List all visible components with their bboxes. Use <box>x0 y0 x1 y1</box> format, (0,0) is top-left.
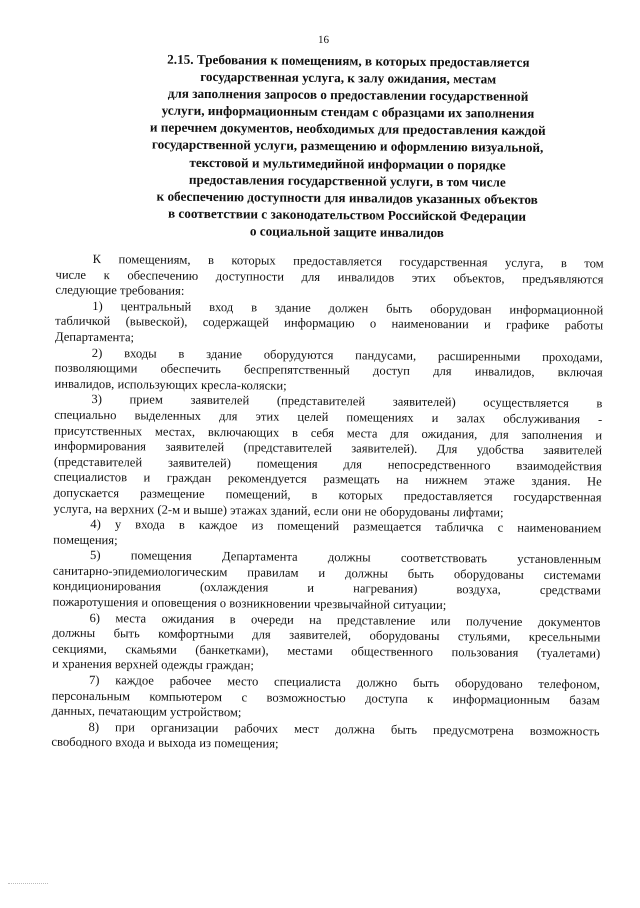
requirement-item-2 <box>54 345 602 397</box>
requirement-item-4 <box>53 517 601 553</box>
text-line: персональным компьютером с возможностью доступа к информационным базам <box>51 688 600 708</box>
text-line: (представителей заявителей) помещения для непосредственного взаимодействия <box>53 454 602 474</box>
heading-line: текстовой и мультимедийной информации о порядке <box>189 154 506 173</box>
text-line: 3) прием заявителей (представителей заявителей) осуществляется в <box>91 392 603 411</box>
text-line: 5) помещения Департамента должны соответствовать установленным <box>90 548 602 567</box>
text-line: числе к обеспечению доступности для инвалидов этих объектов, предъявляются <box>55 267 604 287</box>
text-line: присутственных местах, включающих в себя места для ожидания, для заполнения и <box>54 423 603 442</box>
heading-line: государственная услуга, к залу ожидания, местам <box>200 69 497 87</box>
section-heading <box>112 50 584 242</box>
requirement-item-8 <box>51 719 599 755</box>
text-line: 7) каждое рабочее место специалиста должно быть оборудовано телефоном, <box>88 673 601 692</box>
text-line: 4) у входа в каждое из помещений размещается табличка с наименованием <box>90 517 602 536</box>
requirement-item-3 <box>53 392 602 522</box>
text-line: свободного входа и выхода из помещения; <box>51 735 279 752</box>
text-line: санитарно-эпидемиологическим правилам и должны быть оборудованы системами <box>52 563 601 583</box>
heading-line: 2.15. Требования к помещениям, в которых предоставляется <box>167 51 530 70</box>
heading-line: для заполнения запросов о предоставлении государственной <box>167 85 529 104</box>
text-line: информирования заявителей (представителей заявителей). Для удобства заявителей <box>53 438 603 458</box>
requirement-item-6 <box>52 610 601 677</box>
page-number: 16 <box>318 33 330 47</box>
requirement-item-7 <box>52 673 600 725</box>
heading-line: услуги, информационным стендам с образцами их заполнения <box>161 102 535 122</box>
text-line: 8) при организации рабочих мест должна быть предусмотрена возможность <box>88 719 600 739</box>
text-line: должны быть комфортными для заявителей, оборудованы стульями, кресельными <box>52 625 601 645</box>
heading-line: государственной услуги, размещению и оформлению визуальной, <box>151 136 544 156</box>
scan-artifact <box>8 883 48 886</box>
text-line: 2) входы в здание оборудуются пандусами, расширенными проходами, <box>91 345 603 365</box>
text-line: позволяющими обеспечить беспрепятственный доступ для инвалидов, включая <box>54 360 603 380</box>
text-line: и хранения верхней одежды граждан; <box>52 657 254 673</box>
text-line: следующие требования: <box>55 282 185 298</box>
text-line: 6) места ожидания в очереди на представление или получение документов <box>89 610 601 630</box>
body-text <box>51 252 603 756</box>
requirement-item-1 <box>55 298 603 350</box>
text-line: кондиционирования (охлаждения и нагревания) воздуха, средствами <box>52 579 601 598</box>
text-line: помещения; <box>53 532 118 547</box>
text-line: К помещениям, в которых предоставляется государственная услуга, в том <box>92 252 604 271</box>
requirement-item-5 <box>53 548 602 615</box>
text-line: инвалидов, использующих кресла-коляски; <box>54 376 287 393</box>
text-line: допускается размещение помещений, в которых предоставляется государственная <box>53 485 602 505</box>
text-line: пожаротушения и оповещения о возникновении чрезвычайной ситуации; <box>52 594 447 613</box>
text-line: специально выделенных для этих целей помещениях и залах обслуживания - <box>54 407 603 427</box>
text-line: Департамента; <box>54 329 135 345</box>
heading-line: в соответствии с законодательством Российской Федерации <box>167 205 527 224</box>
text-line: данных, печатающим устройством; <box>51 703 242 720</box>
text-line: секциями, скамьями (банкетками), местами общественного пользования (туалетами) <box>52 641 601 661</box>
heading-line: о социальной защите инвалидов <box>249 223 444 241</box>
heading-line: к обеспечению доступности для инвалидов указанных объектов <box>156 188 538 207</box>
text-line: специалистов и граждан рекомендуется размещать на нижнем этаже здания. Не <box>53 469 602 489</box>
heading-line: предоставления государственной услуги, в том числе <box>188 171 506 190</box>
text-line: услуга, на верхних (2-м и выше) этажах зданий, если они не оборудованы лифтами; <box>53 501 504 520</box>
heading-line: и перечнем документов, необходимых для предоставления каждой <box>149 119 546 139</box>
text-line: табличкой (вывеской), содержащей информацию о наименовании и графике работы <box>55 314 604 333</box>
intro-paragraph <box>55 252 603 304</box>
text-line: 1) центральный вход в здание должен быть оборудован информационной <box>92 298 604 318</box>
